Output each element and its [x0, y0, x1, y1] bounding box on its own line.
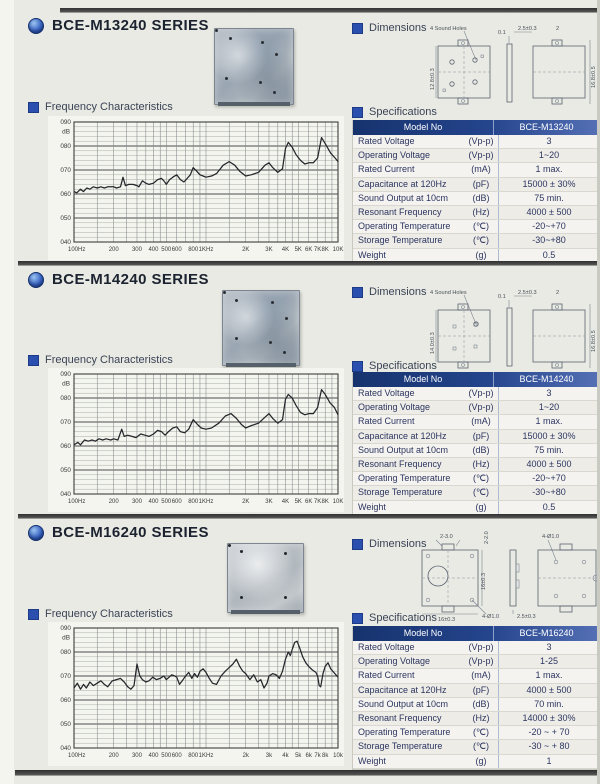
spec-unit: (g)	[475, 501, 487, 512]
spec-unit: (dB)	[472, 698, 490, 709]
spec-row	[353, 698, 599, 712]
svg-text:5k: 5k	[295, 753, 302, 759]
section-divider	[18, 261, 600, 266]
spec-unit: (Vp-p)	[468, 150, 494, 161]
spec-table-2	[352, 372, 600, 516]
svg-text:4 Sound Holes: 4 Sound Holes	[430, 290, 467, 296]
spec-unit: (pF)	[472, 178, 490, 189]
dim-heading-1	[352, 22, 426, 34]
spec-row	[353, 684, 599, 698]
svg-text:600: 600	[171, 499, 182, 505]
svg-text:100Hz: 100Hz	[68, 499, 86, 505]
spec-lbl: Capacitance at 120Hz	[358, 178, 447, 189]
svg-text:6K: 6K	[305, 499, 313, 505]
series-title-3	[28, 524, 209, 541]
svg-text:2.5±0.3: 2.5±0.3	[518, 26, 537, 32]
svg-text:10K: 10K	[332, 499, 344, 505]
freq-heading-text: Frequency Characteristics	[45, 101, 173, 113]
svg-text:2k: 2k	[242, 753, 249, 759]
svg-text:3K: 3K	[265, 499, 273, 505]
spec-row	[353, 486, 599, 500]
photo-holes	[215, 29, 218, 32]
svg-text:4K: 4K	[281, 499, 290, 505]
svg-text:300: 300	[131, 247, 142, 253]
spec-val: 75 min.	[498, 192, 599, 205]
spec-unit: (dB)	[472, 192, 490, 203]
spec-heading-text: Specifications	[369, 612, 437, 624]
spec-val: 70 min.	[498, 698, 599, 711]
svg-text:4 Sound Holes: 4 Sound Holes	[430, 26, 467, 32]
spec-heading-text: Specifications	[369, 360, 437, 372]
svg-text:4-Ø1.0: 4-Ø1.0	[482, 614, 500, 620]
section-divider	[18, 514, 600, 519]
dim-heading-text: Dimensions	[369, 538, 427, 550]
heading-square-icon	[352, 613, 363, 624]
spec-unit: (pF)	[472, 684, 490, 695]
svg-text:8K: 8K	[321, 247, 329, 253]
svg-text:080: 080	[60, 649, 71, 657]
spec-val: -20 ~ + 70	[498, 726, 599, 739]
svg-text:dB: dB	[62, 128, 70, 136]
svg-text:070: 070	[60, 419, 71, 427]
spec-lbl: Rated Voltage	[358, 642, 415, 652]
model-no-label: Model No	[353, 120, 494, 135]
svg-text:6k: 6k	[305, 753, 312, 759]
freq-heading-1	[28, 101, 173, 113]
svg-text:0.1: 0.1	[498, 30, 506, 36]
heading-square-icon	[28, 102, 39, 113]
svg-text:0.1: 0.1	[498, 294, 506, 300]
svg-text:4K: 4K	[281, 247, 290, 253]
svg-text:200: 200	[108, 753, 119, 759]
spec-val: 1 max.	[498, 415, 599, 428]
spec-row	[353, 387, 599, 401]
spec-row	[353, 669, 599, 683]
model-no-value: BCE-M14240	[519, 374, 574, 384]
svg-text:600: 600	[171, 753, 182, 759]
spec-unit: (Vp-p)	[468, 642, 494, 652]
svg-text:16.8±0.5: 16.8±0.5	[591, 66, 597, 88]
spec-val: 1 max.	[498, 669, 599, 682]
spec-heading-text: Specifications	[369, 106, 437, 118]
spec-val: 1~20	[498, 149, 599, 162]
series-title-1	[28, 17, 209, 34]
spec-lbl: Weight	[358, 249, 386, 260]
spec-row	[353, 135, 599, 149]
spec-val: 3	[498, 135, 599, 148]
spec-table-1	[352, 120, 600, 264]
svg-text:200: 200	[108, 247, 119, 253]
spec-unit: (g)	[475, 755, 487, 766]
spec-unit: (Hz)	[472, 712, 490, 723]
svg-text:dB: dB	[62, 380, 70, 388]
svg-text:16±0.3: 16±0.3	[438, 617, 456, 622]
freq-heading-text: Frequency Characteristics	[45, 608, 173, 620]
spec-val: 4000 ± 500	[498, 206, 599, 219]
spec-row	[353, 430, 599, 444]
photo-base	[231, 610, 300, 614]
svg-text:050: 050	[60, 467, 71, 475]
spec-heading-1	[352, 106, 437, 118]
heading-square-icon	[28, 355, 39, 366]
spec-lbl: Storage Temperature	[358, 741, 443, 752]
series-title-2	[28, 271, 209, 288]
svg-text:12.8±0.3: 12.8±0.3	[430, 68, 436, 90]
spec-row	[353, 163, 599, 177]
svg-text:090: 090	[60, 371, 71, 379]
spec-row	[353, 740, 599, 754]
spec-row	[353, 444, 599, 458]
spec-lbl: Sound Output at 10cm	[358, 192, 449, 203]
spec-val: 14000 ± 30%	[498, 712, 599, 725]
spec-row	[353, 501, 599, 515]
spec-unit: (mA)	[471, 416, 491, 427]
spec-val: 0.5	[498, 501, 599, 514]
spec-lbl: Operating Voltage	[358, 150, 431, 161]
spec-val: 3	[498, 387, 599, 400]
dim-heading-2	[352, 286, 426, 298]
series-title-text: BCE-M16240 SERIES	[52, 524, 209, 541]
bottom-rule	[15, 770, 600, 776]
spec-unit: (Vp-p)	[468, 136, 494, 146]
photo-holes	[228, 544, 231, 547]
spec-row	[353, 192, 599, 206]
bullet-sphere-icon	[28, 272, 44, 288]
frequency-chart-3	[48, 622, 344, 766]
svg-text:600: 600	[171, 247, 182, 253]
svg-text:7K: 7K	[313, 247, 322, 253]
spec-row	[353, 712, 599, 726]
svg-text:4k: 4k	[282, 753, 289, 759]
spec-unit: (℃)	[472, 741, 490, 752]
svg-text:060: 060	[60, 443, 71, 451]
svg-text:050: 050	[60, 215, 71, 223]
spec-row	[353, 641, 599, 655]
spec-row	[353, 655, 599, 669]
spec-val: 1-25	[498, 655, 599, 668]
freq-heading-3	[28, 608, 173, 620]
svg-text:050: 050	[60, 721, 71, 729]
spec-unit: (℃)	[472, 473, 490, 484]
heading-square-icon	[352, 107, 363, 118]
spec-lbl: Resonant Frequency	[358, 458, 442, 469]
spec-row	[353, 726, 599, 740]
svg-text:060: 060	[60, 191, 71, 199]
spec-heading-2	[352, 360, 437, 372]
svg-text:1KHz: 1KHz	[198, 753, 214, 759]
spec-val: 3	[498, 641, 599, 654]
spec-row	[353, 178, 599, 192]
spec-lbl: Weight	[358, 755, 386, 766]
spec-lbl: Rated Voltage	[358, 136, 415, 146]
svg-text:300: 300	[131, 753, 142, 759]
spec-unit: (Hz)	[472, 458, 490, 469]
spec-row	[353, 401, 599, 415]
bullet-sphere-icon	[28, 525, 44, 541]
svg-text:200: 200	[108, 499, 119, 505]
spec-val: -30 ~ + 80	[498, 740, 599, 753]
spec-row	[353, 472, 599, 486]
photo-holes	[223, 291, 226, 294]
spec-val: 1~20	[498, 401, 599, 414]
spec-lbl: Storage Temperature	[358, 487, 443, 498]
svg-text:2.5±0.3: 2.5±0.3	[517, 614, 536, 620]
spec-row	[353, 206, 599, 220]
svg-text:400: 400	[148, 247, 159, 253]
dimension-drawing-3	[414, 530, 600, 622]
heading-square-icon	[352, 287, 363, 298]
model-no-value: BCE-M16240	[519, 628, 574, 638]
heading-square-icon	[28, 609, 39, 620]
spec-unit: (mA)	[471, 670, 491, 681]
model-no-label: Model No	[353, 626, 494, 641]
svg-text:400: 400	[148, 753, 159, 759]
svg-text:6K: 6K	[305, 247, 313, 253]
spec-row	[353, 755, 599, 769]
svg-text:070: 070	[60, 167, 71, 175]
spec-unit: (g)	[475, 249, 487, 260]
model-no-value: BCE-M13240	[519, 122, 574, 132]
spec-lbl: Capacitance at 120Hz	[358, 684, 447, 695]
spec-lbl: Resonant Frequency	[358, 712, 442, 723]
svg-text:1KHz: 1KHz	[198, 247, 214, 253]
svg-text:2-2.0: 2-2.0	[484, 531, 490, 544]
svg-text:2K: 2K	[242, 247, 250, 253]
heading-square-icon	[352, 23, 363, 34]
spec-lbl: Sound Output at 10cm	[358, 698, 449, 709]
spec-lbl: Operating Voltage	[358, 656, 431, 667]
product-photo	[227, 543, 304, 613]
svg-text:070: 070	[60, 673, 71, 681]
spec-val: -30~+80	[498, 486, 599, 499]
spec-unit: (℃)	[472, 221, 490, 232]
svg-text:100Hz: 100Hz	[68, 753, 86, 759]
spec-val: 15000 ± 30%	[498, 178, 599, 191]
spec-lbl: Operating Temperature	[358, 727, 451, 738]
spec-lbl: Operating Voltage	[358, 402, 431, 413]
spec-table-header	[353, 626, 599, 641]
spec-table-header	[353, 120, 599, 135]
svg-text:8k: 8k	[322, 753, 329, 759]
spec-val: 15000 ± 30%	[498, 430, 599, 443]
spec-lbl: Rated Current	[358, 416, 415, 427]
svg-text:7K: 7K	[313, 499, 322, 505]
spec-unit: (℃)	[472, 727, 490, 738]
svg-text:dB: dB	[62, 634, 70, 642]
spec-row	[353, 220, 599, 234]
spec-unit: (℃)	[472, 235, 490, 246]
spec-val: -30~+80	[498, 234, 599, 247]
svg-text:800: 800	[188, 753, 199, 759]
svg-text:080: 080	[60, 143, 71, 151]
svg-text:4-Ø1.0: 4-Ø1.0	[542, 534, 560, 540]
spec-val: 4000 ± 500	[498, 684, 599, 697]
svg-text:16.8±0.5: 16.8±0.5	[591, 330, 597, 352]
spec-row	[353, 234, 599, 248]
spec-val: 1	[498, 755, 599, 768]
svg-text:090: 090	[60, 119, 71, 127]
spec-table-header	[353, 372, 599, 387]
svg-text:10k: 10k	[333, 753, 343, 759]
product-photo	[222, 290, 300, 366]
spec-lbl: Operating Temperature	[358, 221, 451, 232]
spec-unit: (Vp-p)	[468, 388, 494, 398]
svg-text:100Hz: 100Hz	[68, 247, 86, 253]
spec-unit: (Vp-p)	[468, 402, 494, 413]
spec-row	[353, 458, 599, 472]
svg-text:2: 2	[556, 26, 560, 32]
svg-text:2-3.0: 2-3.0	[440, 534, 453, 540]
spec-lbl: Resonant Frequency	[358, 206, 442, 217]
svg-text:5K: 5K	[294, 499, 302, 505]
svg-text:040: 040	[60, 745, 71, 753]
spec-val: -20~+70	[498, 220, 599, 233]
svg-text:8K: 8K	[321, 499, 329, 505]
spec-val: 75 min.	[498, 444, 599, 457]
model-no-label: Model No	[353, 372, 494, 387]
spec-lbl: Rated Current	[358, 670, 415, 681]
spec-row	[353, 149, 599, 163]
spec-table-3	[352, 626, 600, 770]
heading-square-icon	[352, 361, 363, 372]
spec-unit: (Vp-p)	[468, 656, 494, 667]
heading-square-icon	[352, 539, 363, 550]
svg-text:7k: 7k	[314, 753, 321, 759]
spec-unit: (mA)	[471, 164, 491, 175]
spec-row	[353, 415, 599, 429]
top-rule	[60, 8, 597, 13]
svg-text:3K: 3K	[265, 247, 273, 253]
frequency-chart-2	[48, 368, 344, 512]
freq-heading-2	[28, 354, 173, 366]
svg-text:080: 080	[60, 395, 71, 403]
photo-base	[226, 363, 296, 367]
spec-lbl: Sound Output at 10cm	[358, 444, 449, 455]
svg-text:800: 800	[188, 499, 199, 505]
product-photo	[214, 28, 294, 105]
svg-text:500: 500	[161, 753, 172, 759]
svg-text:040: 040	[60, 491, 71, 499]
svg-text:1KHz: 1KHz	[198, 499, 214, 505]
svg-text:3k: 3k	[265, 753, 273, 759]
svg-text:2.5±0.3: 2.5±0.3	[518, 290, 537, 296]
svg-text:300: 300	[131, 499, 142, 505]
svg-text:500: 500	[161, 247, 172, 253]
spec-lbl: Weight	[358, 501, 386, 512]
dimension-drawing-2	[428, 282, 598, 374]
spec-val: 0.5	[498, 249, 599, 262]
bullet-sphere-icon	[28, 18, 44, 34]
svg-text:400: 400	[148, 499, 159, 505]
dim-heading-text: Dimensions	[369, 22, 427, 34]
svg-text:800: 800	[188, 247, 199, 253]
svg-text:5K: 5K	[294, 247, 302, 253]
spec-val: 1 max.	[498, 163, 599, 176]
svg-text:16±0.3: 16±0.3	[481, 572, 487, 590]
spec-lbl: Rated Voltage	[358, 388, 415, 398]
spec-unit: (Hz)	[472, 206, 490, 217]
spec-unit: (℃)	[472, 487, 490, 498]
spec-heading-3	[352, 612, 437, 624]
dimension-drawing-1	[428, 18, 598, 110]
svg-text:040: 040	[60, 239, 71, 247]
spec-val: 4000 ± 500	[498, 458, 599, 471]
photo-base	[218, 102, 290, 106]
freq-heading-text: Frequency Characteristics	[45, 354, 173, 366]
spec-lbl: Capacitance at 120Hz	[358, 430, 447, 441]
svg-text:090: 090	[60, 625, 71, 633]
dim-heading-text: Dimensions	[369, 286, 427, 298]
spec-lbl: Rated Current	[358, 164, 415, 175]
spec-unit: (pF)	[472, 430, 490, 441]
spec-unit: (dB)	[472, 444, 490, 455]
spec-val: -20~+70	[498, 472, 599, 485]
svg-text:10K: 10K	[332, 247, 344, 253]
spec-lbl: Operating Temperature	[358, 473, 451, 484]
frequency-chart-1	[48, 116, 344, 260]
series-title-text: BCE-M13240 SERIES	[52, 17, 209, 34]
svg-text:500: 500	[161, 499, 172, 505]
series-title-text: BCE-M14240 SERIES	[52, 271, 209, 288]
svg-text:060: 060	[60, 697, 71, 705]
spec-lbl: Storage Temperature	[358, 235, 443, 246]
svg-text:2: 2	[556, 290, 560, 296]
svg-text:2K: 2K	[242, 499, 250, 505]
svg-text:14.0±0.3: 14.0±0.3	[430, 332, 436, 354]
